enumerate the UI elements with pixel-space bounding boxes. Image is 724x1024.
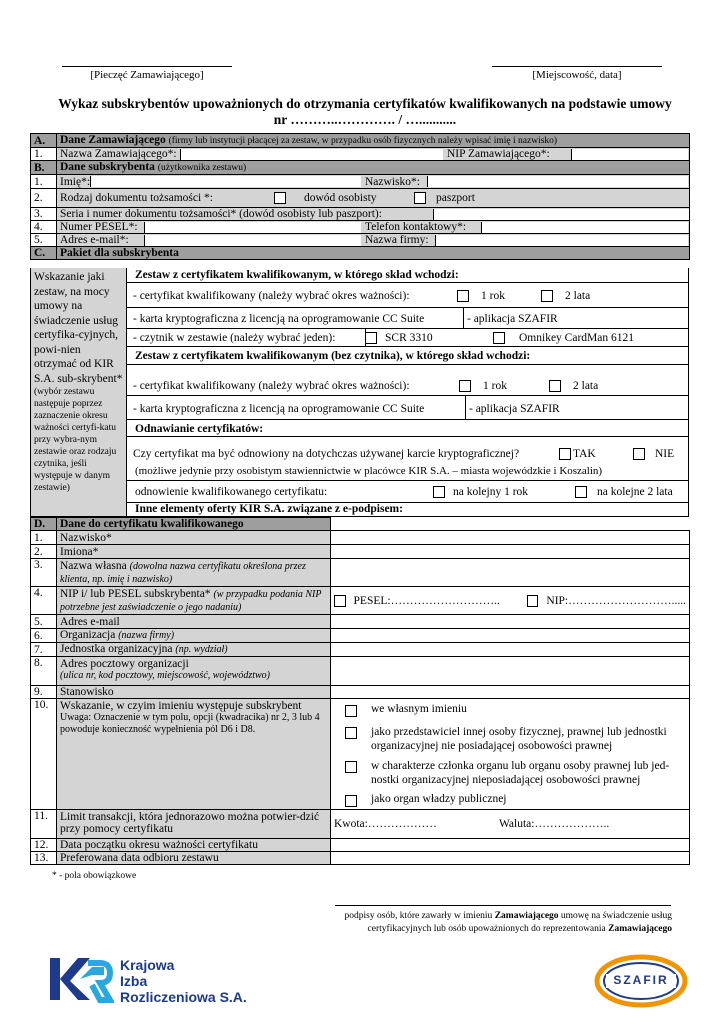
- c-renew-next2-checkbox[interactable]: [575, 486, 587, 498]
- section-c-right: [127, 268, 689, 516]
- c-left-text1: Wskazanie jaki zestaw, na mocy umowy na świadczenie usług certyfika-cyjnych, powi-nien otrzymać od KIR S.A. sub-skrybent*: [34, 271, 123, 385]
- c-set1-1y-label: 1 rok: [481, 290, 505, 302]
- kir-line1: Krajowa: [120, 957, 175, 973]
- b-email-field[interactable]: [144, 235, 361, 246]
- d-opt2-label: jako przedstawiciel innej osoby fizycznej, prawnej lub jednostki organizacyjnej nie posiadającej osobowości prawnej: [371, 726, 667, 752]
- kir-logo: [48, 955, 248, 1005]
- b-row2-num: 2.: [31, 189, 57, 208]
- sig-text-a: podpisy osób, które zawarły w imieniu: [344, 911, 495, 921]
- c-set1-cert-row: [133, 290, 590, 302]
- d-row9-value[interactable]: [331, 686, 690, 699]
- c-renew-note: (możliwe jedynie przy osobistym stawiennictwie w placówce KIR S.A. – miasta wojewódzkie i Koszalin): [135, 465, 603, 477]
- b-phone-field[interactable]: [481, 222, 688, 233]
- c-renew-divider2: [127, 480, 689, 481]
- c-set2-vdiv: [465, 396, 466, 419]
- d-opt1-row: [345, 703, 683, 717]
- sig-line-2: [300, 923, 672, 936]
- b-company-field[interactable]: [435, 235, 688, 246]
- d-opt2-row: [345, 725, 683, 753]
- d-kwota-label[interactable]: Kwota:………………: [334, 818, 437, 830]
- d-opt3-checkbox[interactable]: [345, 761, 357, 773]
- d-row2-label: Imiona*: [57, 545, 331, 559]
- d-row9-label: Stanowisko: [57, 686, 331, 699]
- sig-bold-2: Zamawiającego: [608, 924, 672, 934]
- d-row13-label: Preferowana data odbioru zestawu: [57, 852, 331, 865]
- required-note: * - pola obowiązkowe: [52, 871, 137, 881]
- d-row1-num: 1.: [31, 531, 57, 545]
- c-set2-1y-label: 1 rok: [483, 380, 507, 392]
- section-b-header: [57, 161, 690, 175]
- d-pesel-label: PESEL:………………………..: [353, 594, 500, 607]
- section-c-title: Pakiet dla subskrybenta: [57, 247, 690, 260]
- d-opt1-label: we własnym imieniu: [371, 703, 467, 715]
- section-a-header: [57, 134, 690, 148]
- kir-line3: Rozliczeniowa S.A.: [120, 989, 247, 1005]
- d-row4-note: (w przypadku podania NIP potrzebne jest zaświadczenie o jego nadaniu): [60, 589, 322, 613]
- bottom-signature-line: [335, 905, 671, 906]
- c-set1-vdiv: [463, 308, 464, 328]
- b-doc-passport-label: paszport: [436, 192, 475, 204]
- c-set2-divider0: [127, 346, 689, 347]
- d-row11-label: Limit transakcji, która jednorazowo można potwier-dzić przy pomocy certyfikatu: [57, 810, 331, 839]
- b-row3: [57, 208, 690, 221]
- sig-text-c: certyfikacyjnych lub osób upoważnionych do reprezentowania: [367, 924, 609, 934]
- d-row8-num: 8.: [31, 657, 57, 686]
- c-renew-divider1: [127, 436, 689, 437]
- section-c-letter: C.: [31, 247, 57, 260]
- c-set2-card-row: [133, 403, 560, 415]
- b-row3-num: 3.: [31, 208, 57, 221]
- d-opt4-label: jako organ władzy publicznej: [371, 793, 507, 805]
- c-set1-reader-row: [133, 332, 634, 344]
- d-row6-num: 6.: [31, 629, 57, 643]
- c-renew-question: Czy certyfikat ma być odnowiony na dotychczas używanej karcie kryptograficznej?: [133, 448, 520, 460]
- c-set2-cert-label: - certyfikat kwalifikowany (należy wybrać okres ważności):: [133, 380, 410, 392]
- c-set1-divider3: [127, 328, 689, 329]
- a-row1: [57, 148, 690, 161]
- c-renew-q-row: [133, 448, 674, 460]
- b-row5-num: 5.: [31, 234, 57, 247]
- szafir-logo-text: SZAFIR: [613, 973, 669, 987]
- kir-logo-text: [120, 957, 247, 1005]
- d-row11-num: 11.: [31, 810, 57, 839]
- b-row4: [57, 221, 690, 234]
- b-lastname-field[interactable]: [427, 176, 688, 187]
- b-pesel-label: Numer PESEL*:: [60, 221, 138, 233]
- b-row5: [57, 234, 690, 247]
- b-row1: [57, 175, 690, 189]
- b-doctype-label: Rodzaj dokumentu tożsamości *:: [60, 192, 213, 204]
- section-ab-table: [30, 133, 690, 260]
- c-set1-2y-checkbox[interactable]: [541, 290, 553, 302]
- c-set2-divider2: [127, 395, 689, 396]
- d-row10-options: [331, 699, 690, 810]
- c-renew-next1-label: na kolejny 1 rok: [453, 486, 529, 498]
- d-row13-num: 13.: [31, 852, 57, 865]
- c-set2-2y-checkbox[interactable]: [549, 380, 561, 392]
- place-date-caption: [Miejscowość, data]: [532, 69, 622, 81]
- b-row2: [57, 189, 690, 208]
- d-row1-label: Nazwisko*: [57, 531, 331, 545]
- d-row4-value: [331, 587, 690, 615]
- place-date-line: [492, 66, 662, 67]
- d-row8-label: Adres pocztowy organizacji: [60, 658, 189, 670]
- d-row7-value[interactable]: [331, 643, 690, 657]
- d-opt3-label: w charakterze członka organu lub organu osoby prawnej lub jed-nostki organizacyjnej nieposiadającej osobowości prawnej: [371, 760, 670, 786]
- c-renew-no-checkbox[interactable]: [633, 448, 645, 460]
- a-name-label: Nazwa Zamawiającego*:: [60, 148, 177, 160]
- d-row1-value[interactable]: [331, 531, 690, 545]
- d-row3-label: Nazwa własna: [60, 560, 127, 572]
- c-set1-title: Zestaw z certyfikatem kwalifikowanym, w którego skład wchodzi:: [135, 269, 459, 281]
- c-renew-yes-label: TAK: [573, 448, 596, 460]
- sig-text-b: umowę na świadczenie usług: [558, 911, 672, 921]
- d-row5-num: 5.: [31, 615, 57, 629]
- a-nip-field[interactable]: [571, 149, 688, 160]
- d-row4-label: NIP i/ lub PESEL subskrybenta*: [60, 588, 211, 600]
- c-set2-divider1: [127, 364, 689, 365]
- c-set2-title: Zestaw z certyfikatem kwalifikowanym (bez czytnika), w którego skład wchodzi:: [135, 350, 531, 362]
- b-pesel-field[interactable]: [144, 222, 361, 233]
- kir-line2: Izba: [120, 973, 148, 989]
- d-pesel-checkbox[interactable]: [334, 595, 346, 607]
- section-a-title: Dane Zamawiającego: [60, 134, 166, 146]
- section-d-table: [30, 517, 690, 865]
- d-row10-note: Uwaga: Oznaczenie w tym polu, opcji (kwadracika) nr 2, 3 lub 4 powoduje konieczność wypełnienia pól D6 i D8.: [60, 712, 320, 735]
- c-set1-card-row: [133, 313, 558, 325]
- d-row2-value[interactable]: [331, 545, 690, 559]
- form-title: [30, 96, 700, 128]
- d-row7-num: 7.: [31, 643, 57, 657]
- d-row7-label: Jednostka organizacyjna: [60, 643, 173, 655]
- d-row3-num: 3.: [31, 559, 57, 587]
- d-row7-label-cell: [57, 643, 331, 657]
- d-row10-label-cell: [57, 699, 331, 810]
- d-opt4-checkbox[interactable]: [345, 795, 357, 807]
- d-row6-value[interactable]: [331, 629, 690, 643]
- sig-bold-1: Zamawiającego: [494, 911, 559, 921]
- c-renew-next1-checkbox[interactable]: [433, 486, 445, 498]
- d-nip-checkbox[interactable]: [527, 595, 539, 607]
- c-set1-scr-checkbox[interactable]: [365, 332, 377, 344]
- d-row13-value[interactable]: [331, 852, 690, 865]
- c-set1-reader-label: - czytnik w zestawie (należy wybrać jeden):: [133, 332, 336, 344]
- b-firstname-field[interactable]: [90, 176, 361, 187]
- c-renew-title: Odnawianie certyfikatów:: [135, 423, 264, 435]
- b-phone-label: Telefon kontaktowy*:: [365, 221, 467, 233]
- a-row1-num: 1.: [31, 148, 57, 161]
- b-docnum-label: Seria i numer dokumentu tożsamości* (dowód osobisty lub paszport):: [60, 208, 382, 220]
- section-d-letter: D.: [31, 518, 57, 531]
- section-a-letter: A.: [31, 134, 57, 148]
- section-c-left: [31, 268, 127, 516]
- stamp-caption: [Pieczęć Zamawiającego]: [90, 69, 204, 81]
- d-row6-label-cell: [57, 629, 331, 643]
- d-row12-label: Data początku okresu ważności certyfikatu: [57, 839, 331, 852]
- d-row10-label: Wskazanie, w czyim imieniu występuje subskrybent: [60, 700, 302, 712]
- d-nip-label: NIP:……………………….....: [546, 594, 687, 607]
- d-waluta-label[interactable]: Waluta:………………..: [499, 818, 610, 830]
- b-docnum-field[interactable]: [433, 209, 689, 220]
- d-row5-label: Adres e-mail: [57, 615, 331, 629]
- section-b-letter: B.: [31, 161, 57, 175]
- d-row4-num: 4.: [31, 587, 57, 615]
- c-set1-app-label: - aplikacja SZAFIR: [467, 313, 558, 325]
- form-title-line1: Wykaz subskrybentów upoważnionych do otrzymania certyfikatów kwalifikowanych na podstawie umowy: [58, 96, 672, 111]
- d-row3-value[interactable]: [331, 559, 690, 587]
- kir-logo-icon: [48, 955, 114, 1003]
- c-set2-card-label: - karta kryptograficzna z licencją na oprogramowanie CC Suite: [133, 403, 425, 415]
- d-row12-num: 12.: [31, 839, 57, 852]
- c-set1-card-label: - karta kryptograficzna z licencją na oprogramowanie CC Suite: [133, 313, 425, 325]
- d-row4-label-cell: [57, 587, 331, 615]
- d-opt3-row: [345, 759, 683, 787]
- b-row1-num: 1.: [31, 175, 57, 189]
- d-opt4-row: [345, 793, 683, 807]
- d-row11-value: [331, 810, 690, 839]
- b-doc-passport-checkbox[interactable]: [414, 192, 426, 204]
- c-set1-scr-label: SCR 3310: [385, 332, 433, 344]
- c-renew-divider0: [127, 419, 689, 420]
- section-b-note: (użytkownika zestawu): [157, 163, 247, 173]
- c-set2-app-label: - aplikacja SZAFIR: [469, 403, 560, 415]
- d-row3-label-cell: [57, 559, 331, 587]
- d-opt2-checkbox[interactable]: [345, 727, 357, 739]
- szafir-logo: [592, 952, 690, 1010]
- a-nip-label: NIP Zamawiającego*:: [447, 148, 550, 160]
- c-set2-1y-checkbox[interactable]: [459, 380, 471, 392]
- c-renew-next2-label: na kolejne 2 lata: [597, 486, 673, 498]
- b-row4-num: 4.: [31, 221, 57, 234]
- b-firstname-label: Imię*:: [60, 175, 91, 188]
- b-company-label: Nazwa firmy:: [365, 234, 429, 246]
- d-row6-note: (nazwa firmy): [118, 630, 175, 641]
- c-left-text2: (wybór zestawu następuje poprzez zaznaczenie okresu ważności certyfi-katu przy wybra-nym zestawie oraz rodzaju czytnika, jeśli występuje w danym zestawie): [34, 387, 117, 493]
- section-b-title: Dane subskrybenta: [60, 161, 155, 173]
- c-renew-line-row: [135, 486, 673, 498]
- d-row8-value[interactable]: [331, 657, 690, 686]
- c-set1-divider2: [127, 307, 689, 308]
- c-set1-divider1: [127, 282, 689, 283]
- c-set1-cert-label: - certyfikat kwalifikowany (należy wybrać okres ważności):: [133, 290, 410, 302]
- bottom-signature-caption: [300, 910, 672, 936]
- d-row8-note: (ulica nr, kod pocztowy, miejscowość, województwo): [60, 670, 270, 681]
- d-row12-value[interactable]: [331, 839, 690, 852]
- b-doc-id-checkbox[interactable]: [274, 192, 286, 204]
- c-set1-2y-label: 2 lata: [565, 290, 591, 302]
- c-renew-no-label: NIE: [655, 448, 675, 460]
- d-row5-value[interactable]: [331, 615, 690, 629]
- sig-line-1: [300, 910, 672, 923]
- b-email-label: Adres e-mail*:: [60, 234, 129, 246]
- stamp-line: [62, 66, 232, 67]
- d-row2-num: 2.: [31, 545, 57, 559]
- c-renew-yes-checkbox[interactable]: [559, 448, 571, 460]
- c-set1-omni-checkbox[interactable]: [493, 332, 505, 344]
- section-d-blank: [331, 518, 690, 531]
- d-row3-note: (dowolna nazwa certyfikatu określona przez klienta, np. imię i nazwisko): [60, 561, 306, 585]
- d-row6-label: Organizacja: [60, 629, 116, 641]
- d-row7-note: (np. wydział): [175, 644, 228, 655]
- c-set1-omni-label: Omnikey CardMan 6121: [519, 332, 634, 344]
- d-row8-label-cell: [57, 657, 331, 686]
- a-name-field[interactable]: [180, 149, 443, 160]
- c-set1-1y-checkbox[interactable]: [457, 290, 469, 302]
- d-row10-num: 10.: [31, 699, 57, 810]
- section-c-body: [30, 268, 689, 517]
- c-other-title: Inne elementy oferty KIR S.A. związane z e-podpisem:: [135, 503, 403, 515]
- c-set2-2y-label: 2 lata: [573, 380, 599, 392]
- form-title-line2: nr ………..…………. / …...........: [273, 112, 457, 127]
- d-row9-num: 9.: [31, 686, 57, 699]
- section-d-title: Dane do certyfikatu kwalifikowanego: [57, 518, 331, 531]
- b-doc-id-label: dowód osobisty: [304, 192, 377, 204]
- d-opt1-checkbox[interactable]: [345, 705, 357, 717]
- c-set1-vdiv2: [365, 328, 366, 346]
- c-set2-cert-row: [133, 380, 598, 392]
- b-lastname-label: Nazwisko*:: [365, 175, 420, 188]
- section-a-note: (firmy lub instytucji płacącej za zestaw, w przypadku osób fizycznych należy wpisać imię i nazwisko): [168, 136, 558, 146]
- c-renew-line-label: odnowienie kwalifikowanego certyfikatu:: [135, 486, 328, 498]
